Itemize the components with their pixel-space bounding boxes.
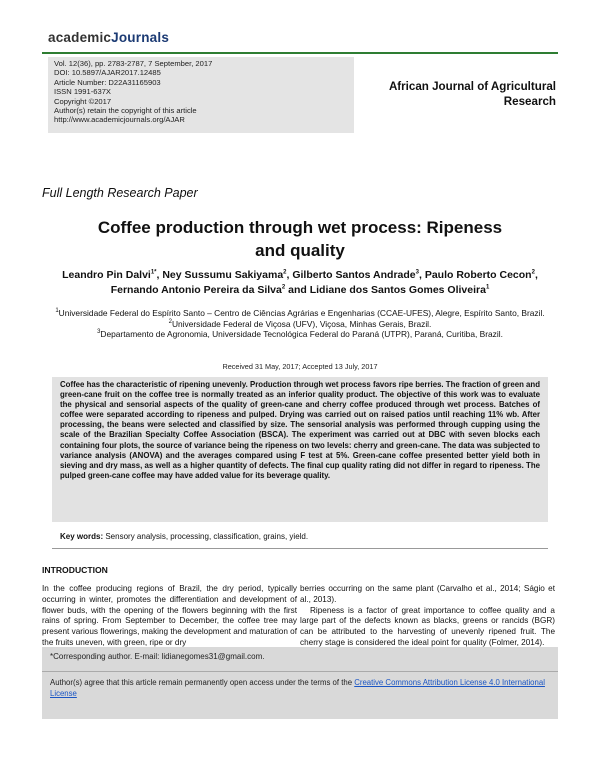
author-line1 [48,268,552,298]
affiliation-2-sup: 2 [168,318,172,325]
article-type: Full Length Research Paper [42,186,198,200]
body-column-right [300,584,555,649]
title-line1: Coffee production through wet process: Ripeness [97,218,503,237]
author-6: Lidiane dos Santos Gomes Oliveira [309,284,486,296]
author-5: Fernando Antonio Pereira da Silva [110,284,282,296]
author-5-sup: 2 [281,284,286,291]
body-column-left [42,584,297,649]
article-meta-box [48,57,354,133]
author-sep: , [156,269,163,281]
affiliation-3 [48,329,552,340]
author-2: Ney Sussumu Sakiyama [162,269,284,281]
affiliation-2-text: Universidade Federal de Viçosa (UFV), Viçosa, Minhas Gerais, Brazil. [171,318,432,329]
header-rule [42,52,558,54]
meta-doi[interactable]: DOI: 10.5897/AJAR2017.12485 [54,68,161,78]
keywords-label: Key words: [60,532,104,541]
logo-text-academic: academic [48,30,112,45]
meta-copyright: Copyright ©2017 [54,96,112,106]
meta-rights: Author(s) retain the copyright of this article [54,106,197,116]
meta-volume: Vol. 12(36), pp. 2783-2787, 7 September, 2017 [54,59,213,68]
journal-name-line2: Research [503,95,556,108]
keywords-rule [52,548,548,549]
meta-url[interactable]: http://www.academicjournals.org/AJAR [54,115,185,125]
section-heading-introduction: INTRODUCTION [42,565,108,575]
affiliations [48,308,552,340]
keywords-text: Sensory analysis, processing, classification, grains, yield. [103,532,309,541]
affiliation-1 [48,308,552,319]
paragraph: berries occurring on the same plant (Carvalho et al., 2014; Ságio et al., 2013). [300,584,555,604]
author-3-sup: 3 [415,269,419,276]
author-list [48,268,552,298]
license-link[interactable]: Creative Commons Attribution License 4.0 International License [50,678,545,698]
license-note [50,678,550,699]
author-sep: , [286,269,293,281]
article-title [42,216,558,262]
author-2-sup: 2 [283,269,287,276]
author-3: Gilberto Santos Andrade [292,269,416,281]
keywords [60,532,550,541]
affiliation-2 [48,319,552,330]
meta-issn: ISSN 1991-637X [54,87,111,97]
meta-article-number: Article Number: D22A31165903 [54,77,161,87]
affiliation-1-text: Universidade Federal do Espírito Santo – Centro de Ciências Agrárias e Engenharias (CCAE-UFES), Alegre, Espírito Santo, Brazil. [58,308,545,318]
journal-name-line1: African Journal of Agricultural [388,80,556,93]
author-sep: , [534,269,538,281]
received-dates: Received 31 May, 2017; Accepted 13 July, 2017 [222,362,378,371]
paragraph: Ripeness is a factor of great importance to coffee quality and a large part of the defects known as blacks, greens or rancids (BGR) can be attributed to the harvesting of unevenly ripened fruit. The cherry stage is considered the ideal point for quality (Folmer, 2014). [300,605,555,647]
corresponding-author: *Corresponding author. E-mail: lidianegomes31@gmail.com. [50,652,265,661]
affiliation-1-sup: 1 [55,308,59,315]
author-1: Leandro Pin Dalvi [62,269,151,281]
title-line2: and quality [255,241,345,260]
author-and: and [285,284,310,296]
abstract-box: Coffee has the characteristic of ripening unevenly. Production through wet process favors ripe berries. The fraction of green and green-cane fruit on the coffee tree is normally treated as an inferior quality product. The objective of this work was to evaluate the physical and sensorial aspects of the quality of green-cane and cherry coffee produced through wet process. Batches of coffee were separated according to ripeness and pulped. Drying was carried out on raised patios until reaching 11% wb. After processing, the beans were selected and classified by size. The sensorial analysis was performed through cupping using the scale of the Brazilian Specialty Coffee Association (BSCA). The experiment was carried out at DBC with seven blocks each containing four plots, the source of variance being the ripeness on two levels: cherry and green-cane. The data was subjected to variance analysis (ANOVA) and the averages compared using F test at 5%. Green-cane coffee presented better yield both in sieving and dry mass, as well as a higher quantity of defects. The final cup quality rating did not differ in regard to ripeness. The pulped green-cane coffee may have added value for its beverage quality. [52,377,548,522]
author-1-sup: 1* [150,269,157,276]
author-4: Paulo Roberto Cecon [424,269,532,281]
logo-text-journals: Journals [111,30,170,45]
author-4-sup: 2 [531,269,535,276]
paragraph: In the coffee producing regions of Brazil, the dry period, typically occurring in winter, promotes the differentiation and development of flower buds, with the opening of the flowers beginning with the first rains of spring. From September to December, the coffee tree may present various flowerings, making the development and maturation of the fruits uneven, with green, ripe or dry [42,584,297,647]
affiliation-3-sup: 3 [97,329,101,336]
journal-name [366,79,556,109]
publisher-logo [48,30,169,45]
license-text: Author(s) agree that this article remain permanently open access under the terms of the [50,678,355,687]
affiliation-3-text: Departamento de Agronomia, Universidade Tecnológica Federal do Paraná (UTPR), Paraná, Curitiba, Brazil. [100,329,503,340]
author-sep: , [418,269,425,281]
author-6-sup: 1 [485,284,490,291]
footnote-rule [42,671,558,672]
